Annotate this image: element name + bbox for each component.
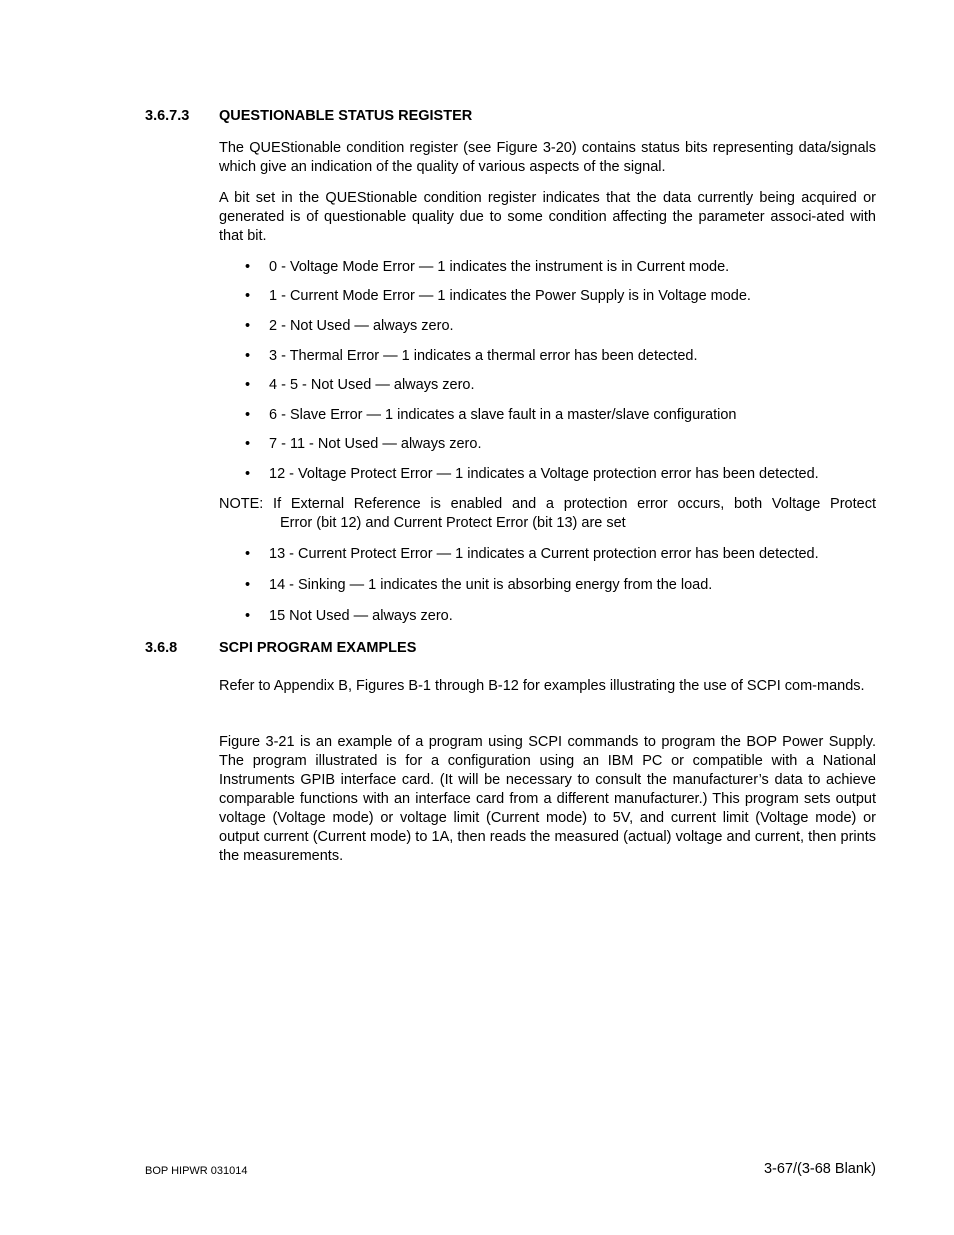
section-title: SCPI PROGRAM EXAMPLES [219, 640, 417, 656]
list-item [245, 376, 475, 395]
list-item [245, 406, 736, 425]
footer-page-number: 3-67/(3-68 Blank) [763, 1161, 876, 1177]
bullet-icon: • [245, 318, 251, 334]
list-item [245, 287, 751, 306]
list-item-text: 0 - Voltage Mode Error — 1 indicates the instrument is in Current mode. [269, 259, 730, 275]
section-title: QUESTIONABLE STATUS REGISTER [219, 108, 473, 124]
bullet-icon: • [245, 608, 251, 624]
bullet-icon: • [245, 407, 251, 423]
note [219, 495, 876, 533]
list-item [245, 465, 819, 484]
list-item-text: 14 - Sinking — 1 indicates the unit is absorbing energy from the load. [269, 577, 713, 593]
bullet-icon: • [245, 377, 251, 393]
list-item [245, 607, 453, 626]
note-line: Error (bit 12) and Current Protect Error (bit 13) are set [280, 515, 626, 531]
list-item-text: 3 - Thermal Error — 1 indicates a thermal error has been detected. [269, 348, 698, 364]
bullet-icon: • [245, 348, 251, 364]
note-line: NOTE: If External Reference is enabled and a protection error occurs, both Voltage Protect [219, 496, 876, 512]
footer-doc-id: BOP HIPWR 031014 [145, 1165, 248, 1177]
list-item [245, 435, 481, 454]
bullet-icon: • [245, 436, 251, 452]
section-number: 3.6.8 [145, 640, 178, 656]
paragraph: Figure 3-21 is an example of a program using SCPI commands to program the BOP Power Supply. The program illustrated is for a configuration using an IBM PC or compatible with a National Instruments GPIB interface card. (It will be necessary to consult the manufacturer’s data to achieve comparable functions with an interface card from a different manufacturer.) This program sets output voltage (Voltage mode) or voltage limit (Current mode) to 5V, and current limit (Voltage mode) or output current (Current mode) to 1A, then reads the measured (actual) voltage and current, then prints the measurements. [219, 734, 876, 864]
list-item [245, 317, 454, 336]
bullet-icon: • [245, 259, 251, 275]
list-item-text: 13 - Current Protect Error — 1 indicates a Current protection error has been detected. [269, 546, 819, 562]
bullet-icon: • [245, 466, 251, 482]
paragraph: Refer to Appendix B, Figures B-1 through B-12 for examples illustrating the use of SCPI com-mands. [219, 678, 865, 694]
list-item [245, 347, 698, 366]
list-item-text: 1 - Current Mode Error — 1 indicates the Power Supply is in Voltage mode. [269, 288, 751, 304]
list-item-text: 2 - Not Used — always zero. [269, 318, 454, 334]
list-item [245, 258, 729, 277]
bullet-icon: • [245, 577, 251, 593]
list-item-text: 6 - Slave Error — 1 indicates a slave fault in a master/slave configuration [269, 407, 737, 423]
paragraph: The QUEStionable condition register (see Figure 3-20) contains status bits representing data/signals which give an indication of the quality of various aspects of the signal. [219, 140, 876, 175]
list-item [245, 576, 712, 595]
list-item-text: 12 - Voltage Protect Error — 1 indicates a Voltage protection error has been detected. [269, 466, 819, 482]
bullet-icon: • [245, 288, 251, 304]
list-item-text: 4 - 5 - Not Used — always zero. [269, 377, 475, 393]
paragraph: A bit set in the QUEStionable condition register indicates that the data currently being acquired or generated is of questionable quality due to some condition affecting the parameter associ-ated with that bit. [219, 190, 876, 244]
list-item-text: 15 Not Used — always zero. [269, 608, 453, 624]
bullet-icon: • [245, 546, 251, 562]
section-number: 3.6.7.3 [145, 108, 190, 124]
list-item-text: 7 - 11 - Not Used — always zero. [269, 436, 482, 452]
list-item [245, 545, 819, 564]
